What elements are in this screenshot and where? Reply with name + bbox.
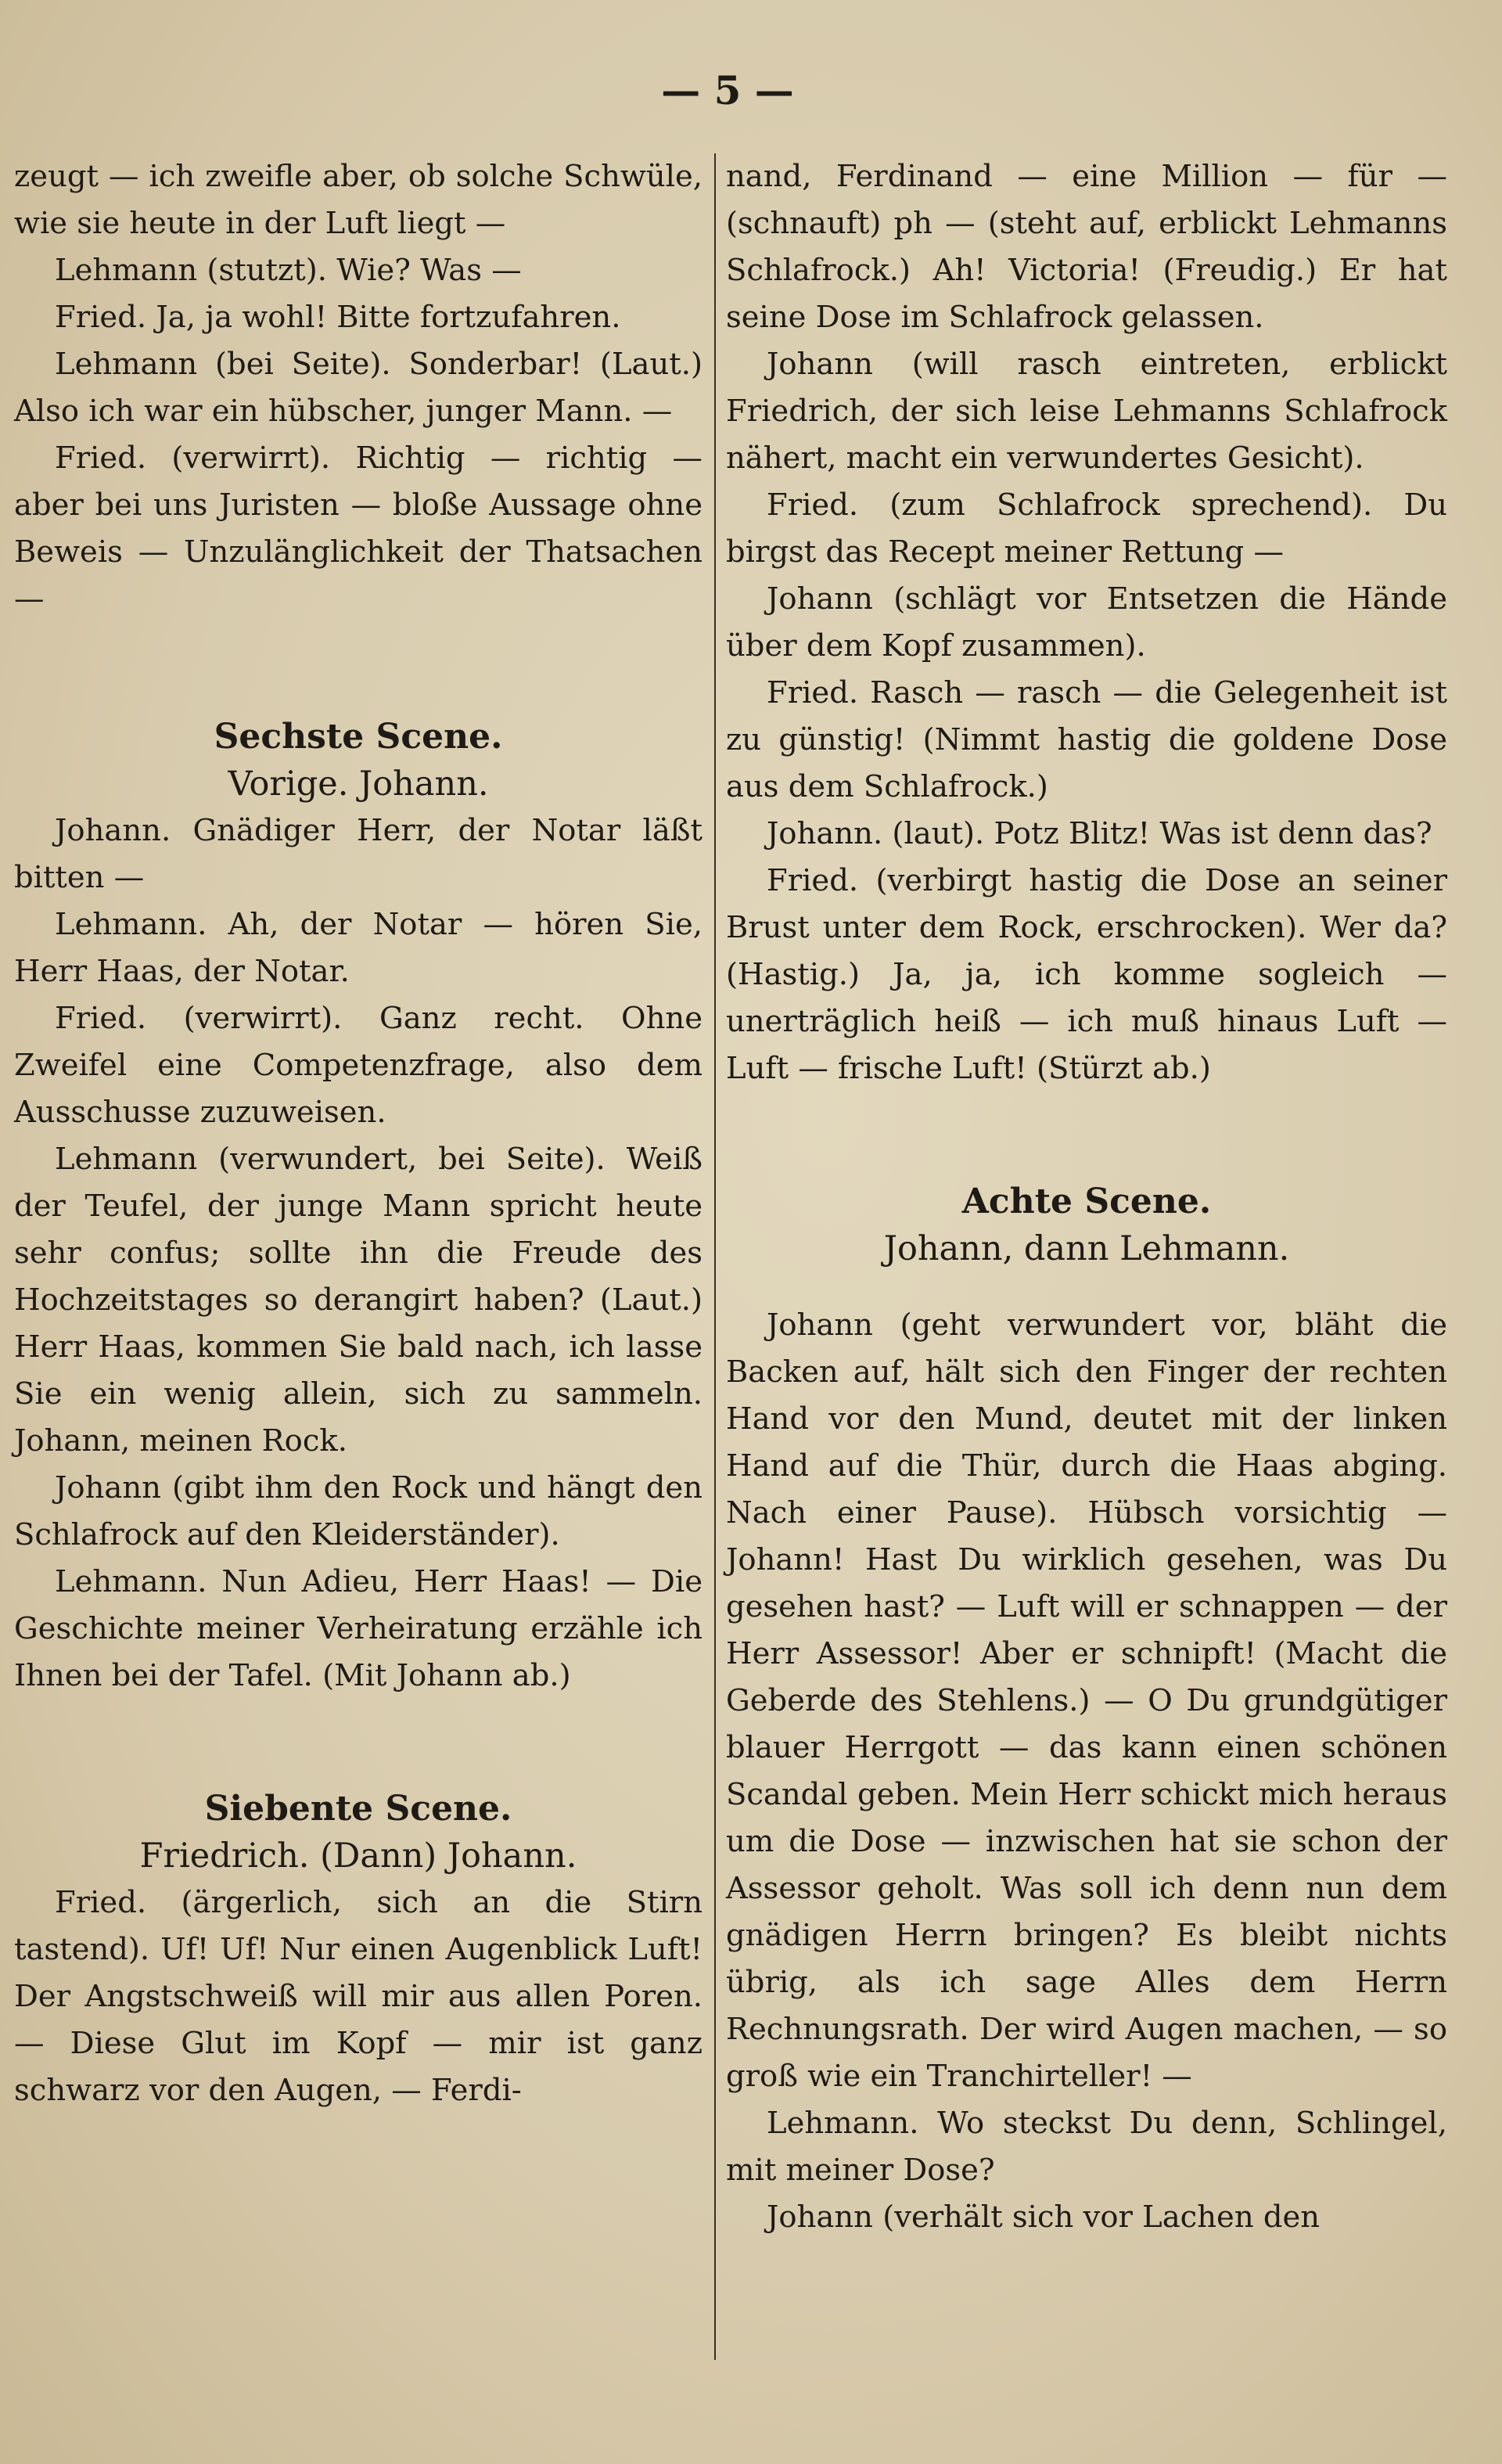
scene-heading: Achte Scene. bbox=[961, 1182, 1212, 1221]
continued-paragraph: nand, Ferdinand — eine Million — für — (schnauft) ph — (steht auf, erblickt Lehmanns Schlafrock.) Ah! Victoria! (Freudig.) Er hat seine Dose im Schlafrock gelassen. bbox=[726, 159, 1447, 335]
dialogue-paragraph: Johann. Gnädiger Herr, der Notar läßt bitten — bbox=[14, 813, 702, 895]
dialogue-paragraph: Lehmann. Nun Adieu, Herr Haas! — Die Geschichte meiner Verheiratung erzähle ich Ihnen bei der Tafel. (Mit Johann ab.) bbox=[14, 1564, 702, 1693]
dialogue-paragraph: Johann. (laut). Potz Blitz! Was ist denn das? bbox=[767, 816, 1432, 851]
dialogue-paragraph: Johann (verhält sich vor Lachen den bbox=[767, 2200, 1321, 2235]
dialogue-paragraph: Fried. (verwirrt). Richtig — richtig — aber bei uns Juristen — bloße Aussage ohne Beweis — Unzulänglichkeit der Thatsachen — bbox=[14, 441, 702, 617]
dialogue-paragraph: Lehmann (bei Seite). Sonderbar! (Laut.) Also ich war ein hübscher, junger Mann. — bbox=[14, 347, 702, 429]
dialogue-paragraph: Fried. (ärgerlich, sich an die Stirn tastend). Uf! Uf! Nur einen Augenblick Luft! Der Angstschweiß will mir aus allen Poren. — Diese Glut im Kopf — mir ist ganz schwarz vor den Augen, — Ferdi- bbox=[14, 1885, 702, 2108]
dialogue-paragraph: Fried. (zum Schlafrock sprechend). Du birgst das Recept meiner Rettung — bbox=[726, 487, 1447, 570]
dialogue-paragraph: Fried. Ja, ja wohl! Bitte fortzufahren. bbox=[55, 300, 621, 335]
section-gap bbox=[726, 1092, 1447, 1178]
continued-paragraph: zeugt — ich zweifle aber, ob solche Schwüle, wie sie heute in der Luft liegt — bbox=[14, 159, 702, 241]
page-number: — 5 — bbox=[661, 67, 794, 113]
right-column bbox=[726, 153, 1447, 2376]
stage-direction-paragraph: Johann (schlägt vor Entsetzen die Hände über dem Kopf zusammen). bbox=[726, 581, 1447, 664]
stage-direction-paragraph: Johann (will rasch eintreten, erblickt Friedrich, der sich leise Lehmanns Schlafrock nähert, macht ein verwundertes Gesicht). bbox=[726, 347, 1447, 476]
dialogue-paragraph: Lehmann (stutzt). Wie? Was — bbox=[55, 253, 522, 288]
dialogue-paragraph: Fried. (verbirgt hastig die Dose an seiner Brust unter dem Rock, erschrocken). Wer da? (Hastig.) Ja, ja, ich komme sogleich — unerträglich heiß — ich muß hinaus Luft — Luft — frische Luft! (Stürzt ab.) bbox=[726, 863, 1447, 1086]
dialogue-paragraph: Lehmann (verwundert, bei Seite). Weiß der Teufel, der junge Mann spricht heute sehr confus; sollte ihn die Freude des Hochzeitstages so derangirt haben? (Laut.) Herr Haas, kommen Sie bald nach, ich lasse Sie ein wenig allein, sich zu sammeln. Johann, meinen Rock. bbox=[14, 1142, 702, 1459]
dialogue-paragraph: Lehmann. Wo steckst Du denn, Schlingel, mit meiner Dose? bbox=[726, 2106, 1447, 2188]
section-gap bbox=[14, 623, 702, 714]
dialogue-paragraph: Fried. (verwirrt). Ganz recht. Ohne Zweifel eine Competenzfrage, also dem Ausschusse zuzuweisen. bbox=[14, 1001, 702, 1130]
dialogue-paragraph: Johann (geht verwundert vor, bläht die Backen auf, hält sich den Finger der rechten Hand vor den Mund, deutet mit der linken Hand auf die Thür, durch die Haas abging. Nach einer Pause). Hübsch vorsichtig — Johann! Hast Du wirklich gesehen, was Du gesehen hast? — Luft will er schnappen — der Herr Assessor! Aber er schnipft! (Macht die Geberde des Stehlens.) — O Du grundgütiger blauer Herrgott — das kann einen schönen Scandal geben. Mein Herr schickt mich heraus um die Dose — inzwischen hat sie schon der Assessor geholt. Was soll ich denn nun dem gnädigen Herrn bringen? Es bleibt nichts übrig, als ich sage Alles dem Herrn Rechnungsrath. Der wird Augen machen, — so groß wie ein Tranchirteller! — bbox=[726, 1308, 1447, 2094]
dialogue-paragraph: Lehmann. Ah, der Notar — hören Sie, Herr Haas, der Notar. bbox=[14, 907, 702, 989]
scene-heading: Sechste Scene. bbox=[214, 717, 503, 757]
column-divider bbox=[714, 153, 716, 2360]
left-column bbox=[14, 153, 702, 2376]
scene-characters: Vorige. Johann. bbox=[228, 764, 489, 804]
section-gap bbox=[14, 1700, 702, 1786]
section-gap bbox=[726, 1272, 1447, 1302]
scene-characters: Friedrich. (Dann) Johann. bbox=[139, 1836, 577, 1876]
scene-characters: Johann, dann Lehmann. bbox=[883, 1229, 1290, 1268]
dialogue-paragraph: Fried. Rasch — rasch — die Gelegenheit ist zu günstig! (Nimmt hastig die goldene Dose aus dem Schlafrock.) bbox=[726, 675, 1447, 804]
stage-direction-paragraph: Johann (gibt ihm den Rock und hängt den Schlafrock auf den Kleiderständer). bbox=[14, 1470, 702, 1552]
scene-heading: Siebente Scene. bbox=[204, 1789, 512, 1829]
